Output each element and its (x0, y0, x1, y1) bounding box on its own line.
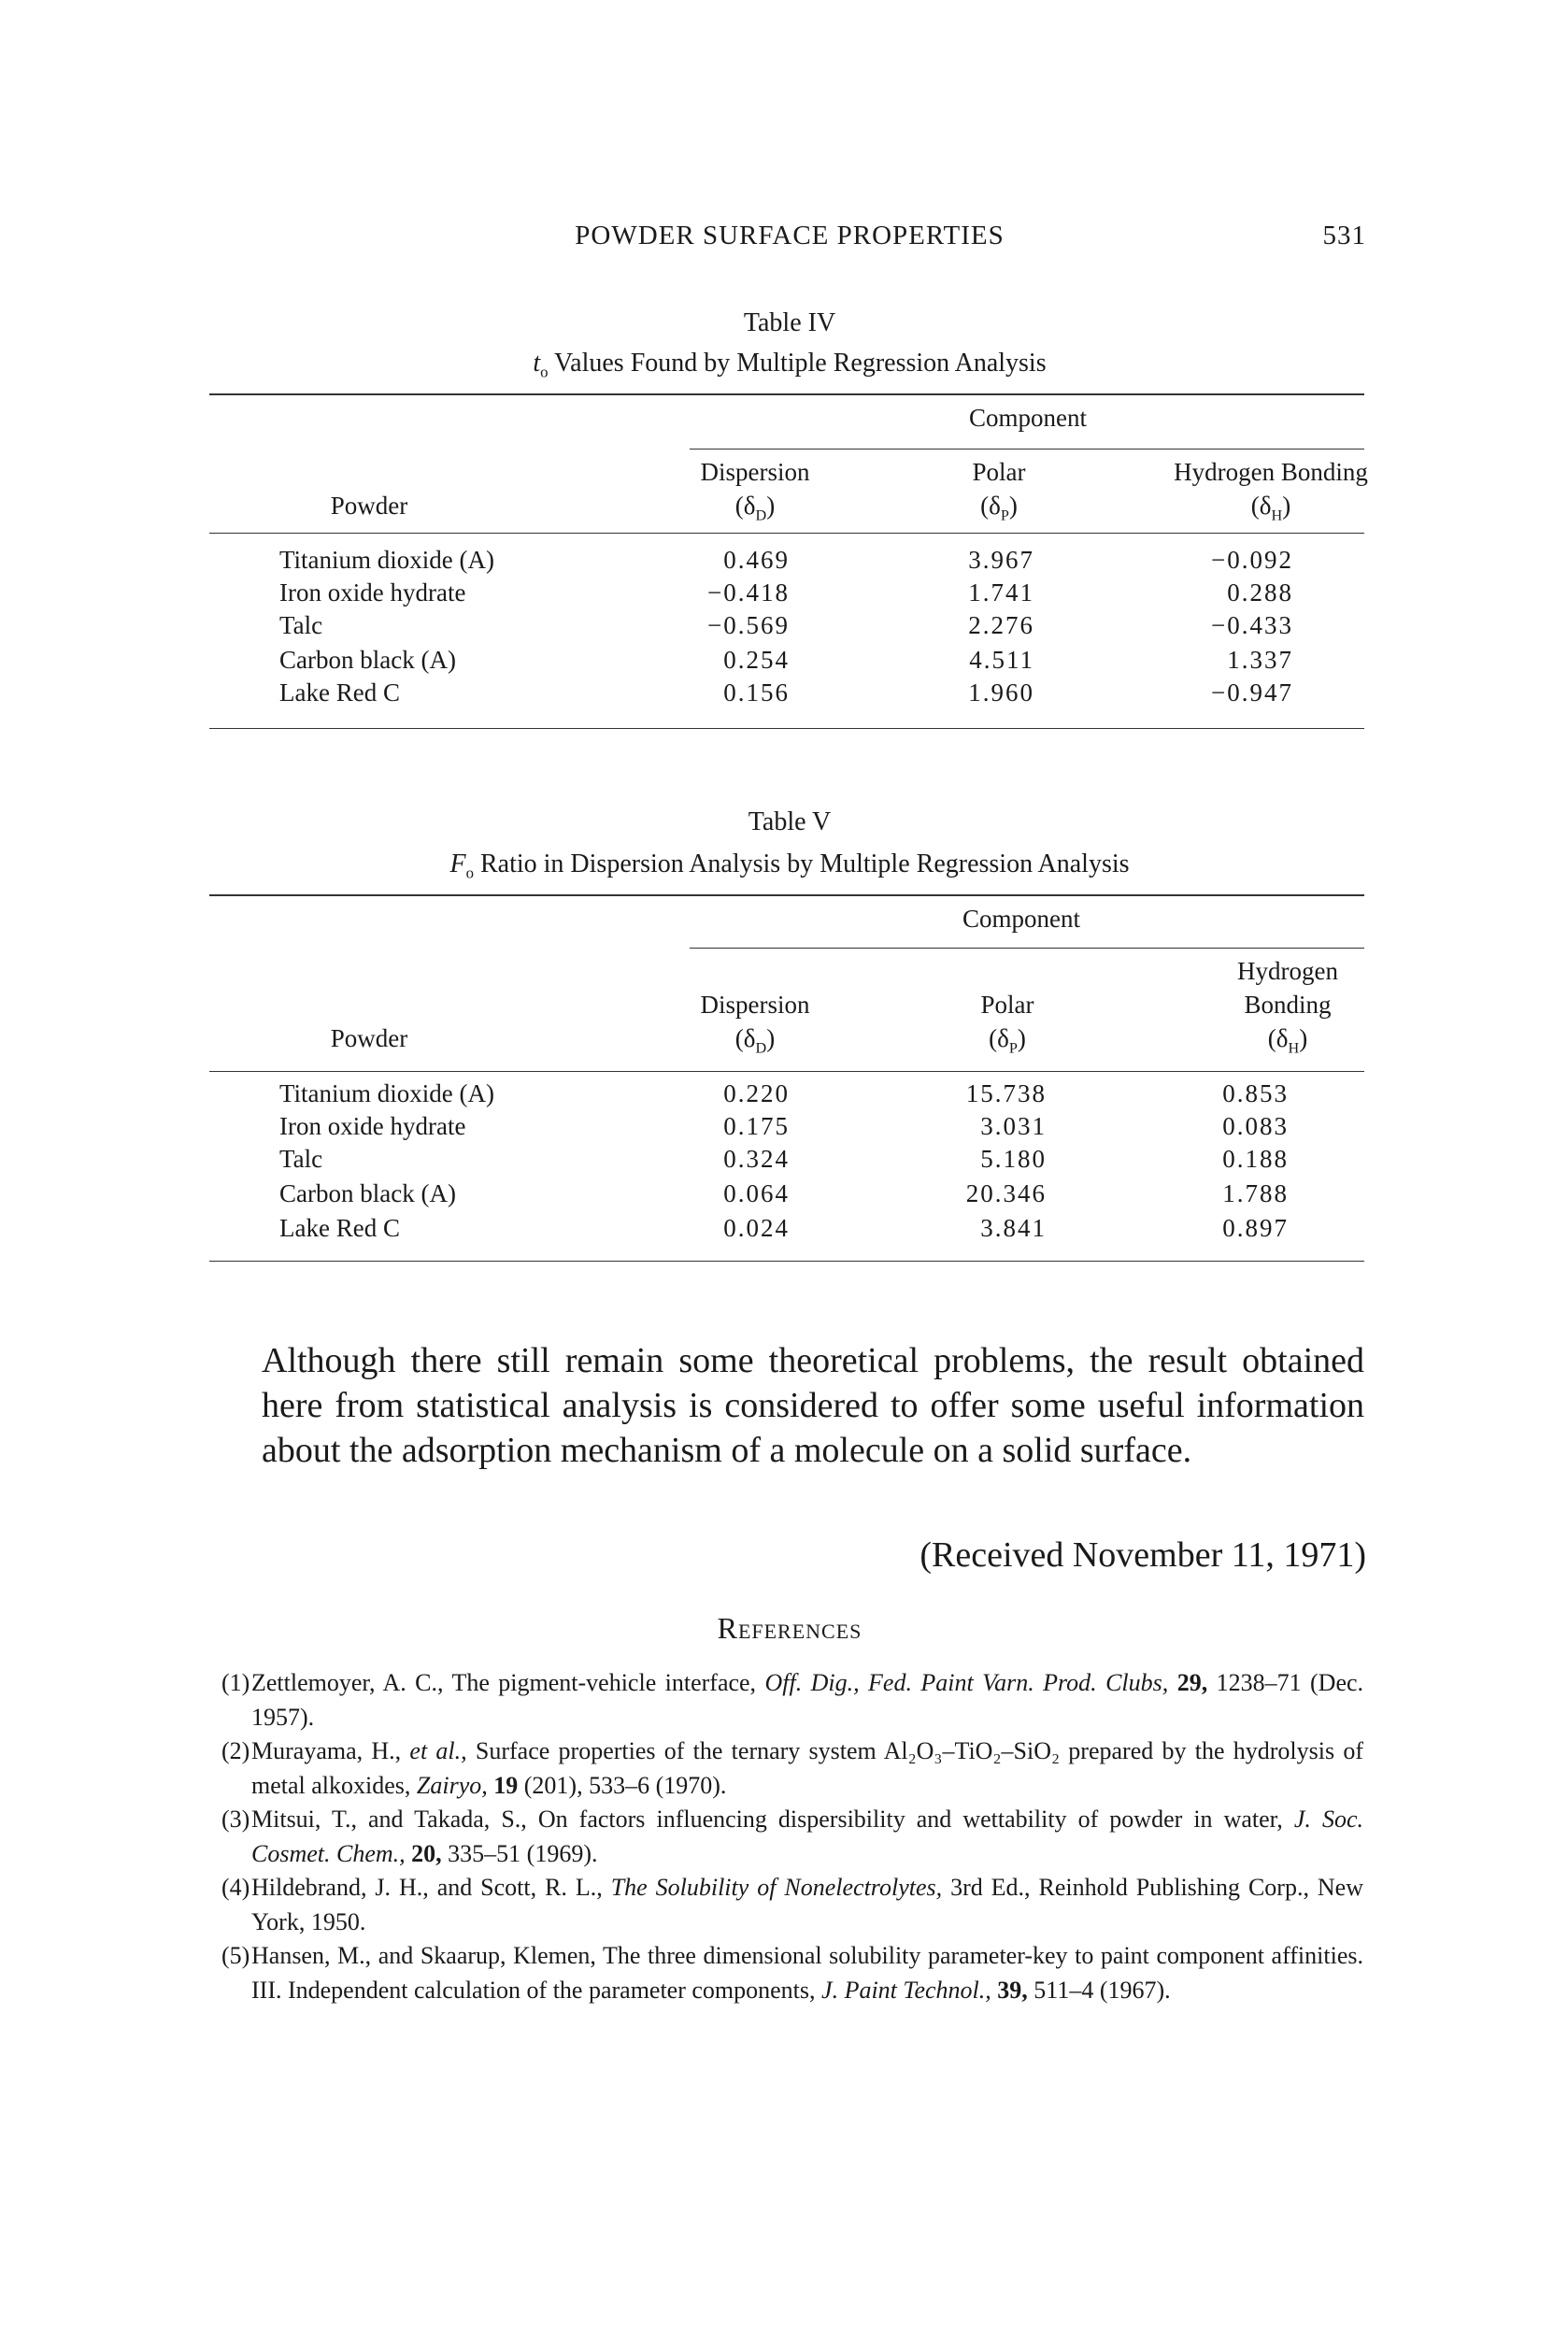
reference-part (1168, 1669, 1176, 1696)
reference-part: J. Soc. Cosmet. Chem., (251, 1806, 1363, 1867)
table-value: 0.156 (723, 678, 790, 707)
reference-number: (4) (221, 1874, 250, 1901)
reference-part: 19 (493, 1772, 519, 1799)
reference-part: Surface properties of the ternary system Al₂O₃–TiO₂–SiO₂ prepared by the hydrolysis of metal alkoxides, (251, 1737, 1363, 1799)
reference-item (221, 1938, 1363, 2007)
table-caption (449, 849, 1129, 883)
table-value: 20.346 (965, 1179, 1047, 1207)
powder-name: Titanium dioxide (A) (279, 546, 495, 574)
header-rule (209, 533, 1364, 534)
caption-text: Ratio in Dispersion Analysis by Multiple Regression Analysis (473, 849, 1130, 878)
col-header-powder: Powder (330, 1024, 408, 1052)
reference-part: Off. Dig., Fed. Paint Varn. Prod. Clubs, (764, 1669, 1169, 1696)
reference-part: Zairyo, (416, 1772, 488, 1799)
table-value: 0.324 (723, 1145, 790, 1173)
caption-symbol: F (449, 849, 466, 878)
powder-name: Talc (279, 611, 323, 639)
bottom-rule (209, 1261, 1364, 1262)
caption-text: Values Found by Multiple Regression Analysis (548, 349, 1047, 378)
table-value: 0.175 (723, 1112, 790, 1140)
top-rule (209, 393, 1364, 395)
reference-text (251, 1734, 1363, 1803)
table-value: 0.469 (723, 546, 790, 574)
reference-text (251, 1870, 1363, 1939)
table-value: 0.024 (723, 1214, 790, 1242)
powder-name: Carbon black (A) (279, 646, 456, 674)
table-value: 3.967 (968, 546, 1034, 574)
group-header: Component (962, 905, 1080, 933)
body-paragraph: Although there still remain some theoretical problems, the result obtained here from statistical analysis is considered to offer some useful information about the adsorption mechanism of a molecule on a solid surface. (262, 1341, 1364, 1470)
col-symbol-dispersion: $(\delta_D)$ (734, 492, 776, 524)
reference-text (251, 1665, 1363, 1734)
reference-number: (3) (221, 1806, 250, 1833)
table-value: 3.841 (980, 1214, 1047, 1242)
table-value: 4.511 (969, 646, 1034, 674)
col-symbol-hydrogen: $(\delta_H)$ (1250, 492, 1291, 524)
table-value: −0.569 (707, 611, 790, 639)
reference-part: Mitsui, T., and Takada, S., On factors influencing dispersibility and wettability of powder in water, (251, 1806, 1294, 1833)
col-header-hydrogen-2: Bonding (1244, 991, 1332, 1019)
received-date: (Received November 11, 1971) (919, 1535, 1366, 1575)
powder-name: Titanium dioxide (A) (279, 1079, 495, 1107)
reference-part: 511–4 (1967). (1027, 1977, 1171, 2004)
reference-part: 20, (411, 1840, 442, 1867)
table-value: 0.897 (1222, 1214, 1289, 1242)
table-value: 0.083 (1222, 1112, 1289, 1140)
col-header-dispersion: Dispersion (700, 991, 810, 1019)
reference-number: (5) (221, 1942, 250, 1969)
table-value: 0.853 (1222, 1079, 1289, 1107)
reference-part: Hildebrand, J. H., and Scott, R. L., (251, 1874, 611, 1901)
table-value: −0.418 (707, 578, 790, 607)
table-value: 3.031 (980, 1112, 1047, 1140)
col-symbol-hydrogen: $(\delta_H)$ (1267, 1024, 1308, 1057)
reference-part: 3rd Ed., Reinhold Publishing Corp., New York, 1950. (251, 1874, 1364, 1935)
top-rule (209, 894, 1364, 896)
table-title: Table V (748, 807, 832, 836)
table-value: 0.188 (1222, 1145, 1289, 1173)
reference-part: J. Paint Technol., (821, 1977, 991, 2004)
table-value: 1.788 (1222, 1179, 1289, 1207)
reference-text (251, 1802, 1363, 1871)
reference-part: 29, (1176, 1669, 1208, 1696)
reference-number: (1) (221, 1669, 250, 1696)
reference-part: Zettlemoyer, A. C., The pigment-vehicle interface, (251, 1669, 765, 1696)
powder-name: Talc (279, 1145, 323, 1173)
reference-item (221, 1665, 1363, 1734)
bottom-rule (209, 728, 1364, 729)
col-header-polar: Polar (972, 458, 1026, 486)
group-rule (690, 449, 1364, 450)
table-value: −0.947 (1211, 678, 1293, 707)
table-value: 1.337 (1227, 646, 1293, 674)
col-header-dispersion: Dispersion (700, 458, 810, 486)
powder-name: Iron oxide hydrate (279, 1112, 466, 1140)
col-header-hydrogen-1: Hydrogen (1237, 957, 1338, 985)
reference-part: Murayama, H., (251, 1737, 410, 1764)
powder-name: Carbon black (A) (279, 1179, 456, 1207)
reference-text (251, 1938, 1363, 2007)
caption-sub: o (540, 363, 549, 381)
table-caption (533, 349, 1046, 382)
reference-part: The Solubility of Nonelectrolytes, (610, 1874, 943, 1901)
caption-symbol: t (533, 349, 541, 378)
reference-part: 39, (997, 1977, 1028, 2004)
reference-part: (201), 533–6 (1970). (518, 1772, 727, 1799)
table-value: 2.276 (968, 611, 1034, 639)
powder-name: Lake Red C (279, 1214, 400, 1242)
table-value: 5.180 (980, 1145, 1047, 1173)
group-rule (690, 948, 1364, 949)
reference-item (221, 1734, 1363, 1803)
page-number: 531 (1322, 221, 1366, 250)
table-value: 15.738 (965, 1079, 1047, 1107)
col-header-polar: Polar (980, 991, 1034, 1019)
references-heading: References (717, 1611, 862, 1645)
col-symbol-polar: $(\delta_P)$ (989, 1024, 1026, 1057)
col-header-powder: Powder (330, 492, 408, 520)
table-value: −0.433 (1211, 611, 1293, 639)
table-value: 1.741 (968, 578, 1034, 607)
caption-sub: o (465, 864, 474, 882)
reference-item (221, 1870, 1363, 1939)
col-symbol-polar: $(\delta_P)$ (980, 492, 1018, 524)
table-value: 0.254 (723, 646, 790, 674)
col-header-hydrogen: Hydrogen Bonding (1174, 458, 1368, 486)
header-rule (209, 1071, 1364, 1072)
table-value: 1.960 (968, 678, 1034, 707)
reference-part: et al., (409, 1737, 467, 1764)
table-value: −0.092 (1211, 546, 1293, 574)
table-title: Table IV (743, 308, 836, 337)
powder-name: Lake Red C (279, 678, 400, 707)
reference-part: 335–51 (1969). (441, 1840, 598, 1867)
reference-part: Hansen, M., and Skaarup, Klemen, The three dimensional solubility parameter-key to paint component affinities. III. Independent calculation of the parameter components, (251, 1942, 1363, 2004)
reference-number: (2) (221, 1737, 250, 1764)
reference-part: 1238–71 (Dec. 1957). (251, 1669, 1364, 1731)
powder-name: Iron oxide hydrate (279, 578, 466, 607)
running-title: POWDER SURFACE PROPERTIES (575, 221, 1005, 250)
table-value: 0.288 (1227, 578, 1293, 607)
table-value: 0.064 (723, 1179, 790, 1207)
group-header: Component (969, 404, 1087, 432)
table-value: 0.220 (723, 1079, 790, 1107)
reference-item (221, 1802, 1363, 1871)
col-symbol-dispersion: $(\delta_D)$ (734, 1024, 776, 1057)
